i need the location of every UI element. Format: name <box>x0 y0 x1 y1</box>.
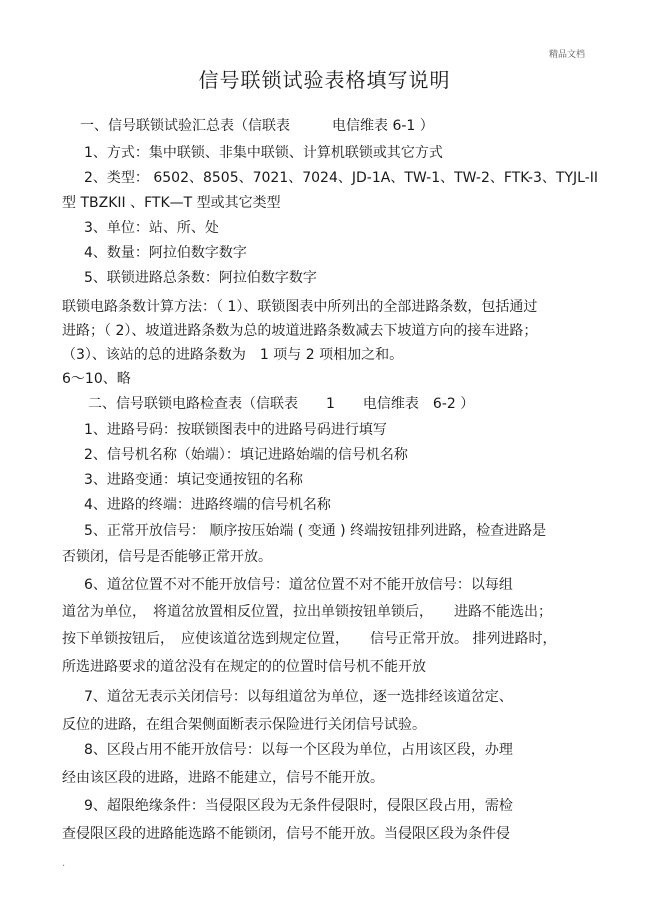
section-1-tail: 6～10、略 <box>62 371 131 387</box>
footer-mark: . <box>62 858 66 869</box>
list-item: 3、进路变通：填记变通按钮的名称 <box>84 472 303 488</box>
list-item: 型 TBZKII 、FTK—T 型或其它类型 <box>62 195 281 211</box>
paragraph-line: 按下单锁按钮后， 应使该道岔选到规定位置， 信号正常开放。 排列进路时， <box>62 631 557 647</box>
paragraph-line: 8、区段占用不能开放信号：以每一个区段为单位，占用该区段，办理 <box>84 742 513 758</box>
paragraph-line: 6、道岔位置不对不能开放信号：道岔位置不对不能开放信号：以每组 <box>84 577 513 593</box>
paragraph-line: 查侵限区段的进路能选路不能锁闭，信号不能开放。当侵限区段为条件侵 <box>62 826 510 842</box>
paragraph-line: 5、正常开放信号： 顺序按压始端 ( 变通 ) 终端按钮排列进路，检查进路是 <box>84 523 547 539</box>
watermark: 精品文档 <box>548 50 585 60</box>
list-item: 2、信号机名称（始端）：填记进路始端的信号机名称 <box>84 447 408 463</box>
list-item: 1、方式：集中联锁、非集中联锁、计算机联锁或其它方式 <box>84 145 443 161</box>
list-item: 2、类型： 6502、8505、7021、7024、JD-1A、TW-1、TW-2、FTK-3、TYJL-II <box>84 170 599 186</box>
calc-line: 进路；（ 2）、坡道进路条数为总的坡道进路条数减去下坡道方向的接车进路； <box>62 323 538 339</box>
paragraph-line: 7、道岔无表示关闭信号：以每组道岔为单位，逐一选排经该道岔定、 <box>84 689 513 705</box>
calc-line: （3）、该站的总的进路条数为 1 项与 2 项相加之和。 <box>62 347 404 363</box>
paragraph-line: 9、超限绝缘条件：当侵限区段为无条件侵限时，侵限区段占用，需检 <box>84 798 513 814</box>
list-item: 5、联锁进路总条数：阿拉伯数字数字 <box>84 270 317 286</box>
calc-line: 联锁电路条数计算方法：（ 1）、联锁图表中所列出的全部进路条数，包括通过 <box>62 299 538 315</box>
paragraph-line: 道岔为单位， 将道岔放置相反位置，拉出单锁按钮单锁后， 进路不能选出； <box>62 604 552 620</box>
list-item: 1、进路号码：按联锁图表中的进路号码进行填写 <box>84 422 387 438</box>
paragraph-line: 所选进路要求的道岔没有在规定的的位置时信号机不能开放 <box>62 659 426 675</box>
paragraph-line: 否锁闭，信号是否能够正常开放。 <box>62 549 272 565</box>
list-item: 4、进路的终端：进路终端的信号机名称 <box>84 497 331 513</box>
section-2-heading: 二、信号联锁电路检查表（信联表 1 电信维表 6-2 ） <box>88 396 475 412</box>
paragraph-line: 经由该区段的进路，进路不能建立，信号不能开放。 <box>62 770 384 786</box>
list-item: 3、单位：站、所、处 <box>84 220 219 236</box>
list-item: 4、数量：阿拉伯数字数字 <box>84 245 247 261</box>
page-title: 信号联锁试验表格填写说明 <box>198 68 451 92</box>
paragraph-line: 反位的进路，在组合架侧面断表示保险进行关闭信号试验。 <box>62 717 426 733</box>
section-1-heading: 一、信号联锁试验汇总表（信联表 电信维表 6-1 ） <box>80 118 434 134</box>
